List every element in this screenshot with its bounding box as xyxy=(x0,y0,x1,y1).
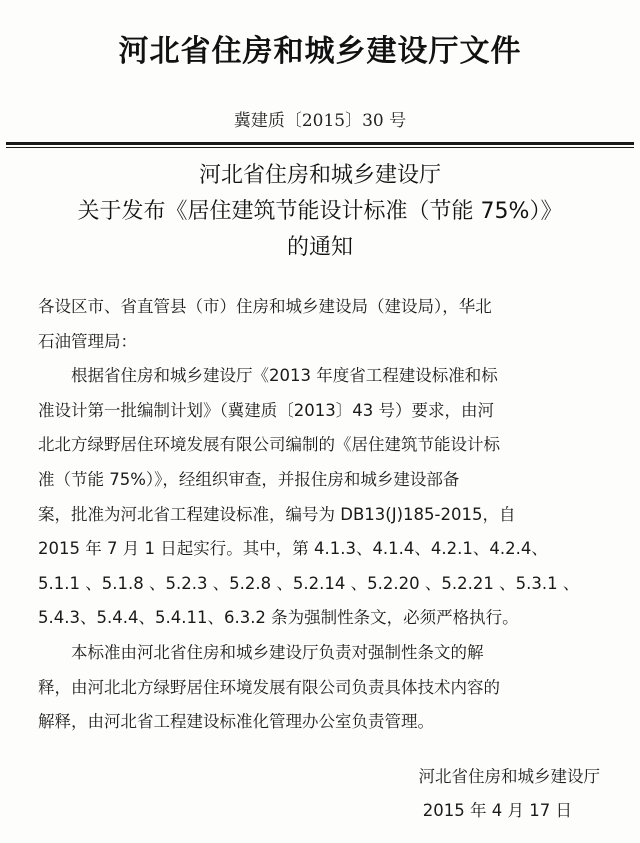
body-line-paragraph-1-start: 根据省住房和城乡建设厅《2013 年度省工程建设标准和标 xyxy=(71,366,498,386)
notice-title-line-2: 关于发布《居住建筑节能设计标准（节能 75%）》 xyxy=(77,199,563,224)
body-line: 准（节能 75%）》，经组织审查，并报住房和城乡建设部备 xyxy=(38,469,460,489)
body-line: 5.4.3、5.4.4、5.4.11、6.3.2 条为强制性条文，必须严格执行。 xyxy=(38,608,519,628)
body-line-paragraph-2-start: 本标准由河北省住房和城乡建设厅负责对强制性条文的解 xyxy=(71,642,484,662)
header-divider-thin xyxy=(6,147,634,148)
notice-body xyxy=(38,290,606,740)
body-line: 北北方绿野居住环境发展有限公司编制的《居住建筑节能设计标 xyxy=(38,435,500,455)
document-number: 冀建质〔2015〕30 号 xyxy=(233,111,407,131)
signature-date: 2015 年 4 月 17 日 xyxy=(422,801,572,820)
body-line: 解释，由河北省工程建设标准化管理办公室负责管理。 xyxy=(38,712,434,732)
notice-title-line-3: 的通知 xyxy=(286,235,353,260)
signature-issuer: 河北省住房和城乡建设厅 xyxy=(418,767,600,786)
body-line: 2015 年 7 月 1 日起实行。其中，第 4.1.3、4.1.4、4.2.1、4.2.4、 xyxy=(38,539,548,559)
body-line: 5.1.1 、5.1.8 、5.2.3 、5.2.8 、5.2.14 、5.2.20 、5.2.21 、5.3.1 、 xyxy=(38,573,580,593)
notice-title-line-1: 河北省住房和城乡建设厅 xyxy=(198,163,441,188)
body-line: 准设计第一批编制计划》（冀建质〔2013〕43 号）要求，由河 xyxy=(38,400,494,420)
body-line-addressee-2: 石油管理局： xyxy=(38,331,137,351)
document-header-title: 河北省住房和城乡建设厅文件 xyxy=(118,34,522,69)
notice-title xyxy=(0,158,640,266)
signature-block xyxy=(340,760,600,828)
body-line: 释，由河北北方绿野居住环境发展有限公司负责具体技术内容的 xyxy=(38,677,500,697)
body-line-addressee-1: 各设区市、省直管县（市）住房和城乡建设局（建设局），华北 xyxy=(38,297,492,316)
header-divider-thick xyxy=(6,142,634,145)
body-line: 案，批准为河北省工程建设标准，编号为 DB13(J)185-2015，自 xyxy=(38,504,516,524)
